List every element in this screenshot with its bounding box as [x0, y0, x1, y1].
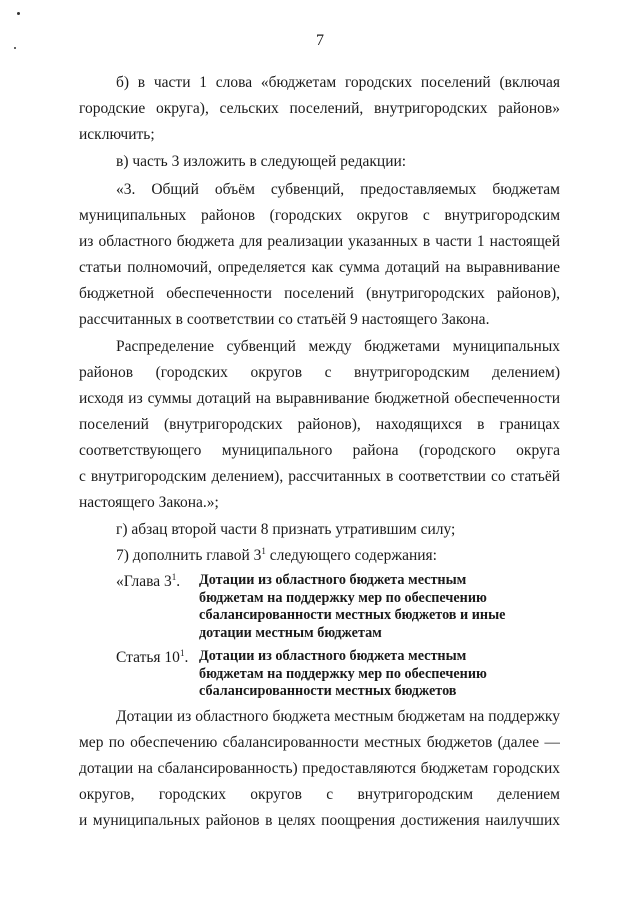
part3-line-3: из областного бюджета для реализации указанных в части 1 настоящей — [79, 233, 560, 250]
item-g: г) абзац второй части 8 признать утратившим силу; — [116, 521, 456, 538]
body-line-4: округов, городских округов с внутригородским делением — [79, 786, 560, 803]
part3-line-1: «3. Общий объём субвенций, предоставляемых бюджетам — [116, 181, 560, 198]
part3-line-6: рассчитанных в соответствии со статьёй 9 настоящего Закона. — [79, 311, 490, 328]
part3-line-4: статьи полномочий, определяется как сумма дотаций на выравнивание — [79, 259, 560, 276]
chapter-title — [199, 572, 559, 642]
item-7-suffix: следующего содержания: — [265, 547, 437, 564]
article-title-line-2: бюджетам на поддержку мер по обеспечению — [199, 665, 487, 682]
article-label-prefix: Статья 10 — [116, 649, 180, 666]
distribution-line-3: исходя из суммы дотаций на выравнивание бюджетной обеспеченности — [79, 390, 560, 407]
body-line-5: и муниципальных районов в целях поощрения достижения наилучших — [79, 812, 560, 829]
chapter-label-suffix: . — [176, 573, 181, 590]
distribution-line-1: Распределение субвенций между бюджетами муниципальных — [116, 338, 560, 355]
body-line-2: мер по обеспечению сбалансированности местных бюджетов (далее — — [79, 734, 560, 751]
article-label-suffix: . — [184, 649, 189, 666]
distribution-line-7: настоящего Закона.»; — [79, 494, 219, 511]
body-line-1: Дотации из областного бюджета местным бюджетам на поддержку — [116, 708, 560, 725]
article-title-line-1: Дотации из областного бюджета местным — [199, 648, 467, 664]
distribution-line-6: с внутригородским делением), рассчитанных в соответствии со статьёй — [79, 468, 560, 485]
scan-speck-1 — [17, 12, 20, 15]
chapter-label — [116, 572, 180, 592]
article-label-sup: 1 — [179, 648, 185, 658]
part3-line-2: муниципальных районов (городских округов с внутригородским — [79, 207, 560, 224]
item-b-line-3: исключить; — [79, 126, 155, 143]
chapter-title-line-2: бюджетам на поддержку мер по обеспечению — [199, 589, 487, 606]
chapter-title-line-3: сбалансированности местных бюджетов и иные — [199, 607, 506, 623]
chapter-title-line-1: Дотации из областного бюджета местным — [199, 572, 467, 588]
article-label — [116, 648, 188, 668]
part3-line-5: бюджетной обеспеченности поселений (внутригородских районов), — [79, 285, 560, 302]
item-v: в) часть 3 изложить в следующей редакции: — [116, 153, 407, 170]
item-7-sup: 1 — [261, 546, 266, 556]
distribution-line-5: соответствующего муниципального района (городского округа — [79, 442, 560, 459]
distribution-line-4: поселений (внутригородских районов), находящихся в границах — [79, 416, 560, 433]
article-title — [199, 648, 559, 701]
body-line-3: дотации на сбалансированность) предоставляются бюджетам городских — [79, 760, 560, 777]
chapter-label-prefix: «Глава 3 — [116, 573, 172, 590]
distribution-line-2: районов (городских округов с внутригородским делением) — [79, 364, 560, 381]
page-number: 7 — [316, 32, 324, 49]
item-7-prefix: 7) дополнить главой 3 — [116, 547, 262, 564]
item-b-line-1: б) в части 1 слова «бюджетам городских поселений (включая — [116, 74, 560, 91]
item-7 — [116, 546, 437, 566]
article-title-line-3: сбалансированности местных бюджетов — [199, 683, 457, 699]
item-b-line-2: городские округа), сельских поселений, внутригородских районов» — [79, 100, 560, 117]
chapter-label-sup: 1 — [171, 572, 177, 582]
chapter-title-line-4: дотации местным бюджетам — [199, 624, 382, 641]
